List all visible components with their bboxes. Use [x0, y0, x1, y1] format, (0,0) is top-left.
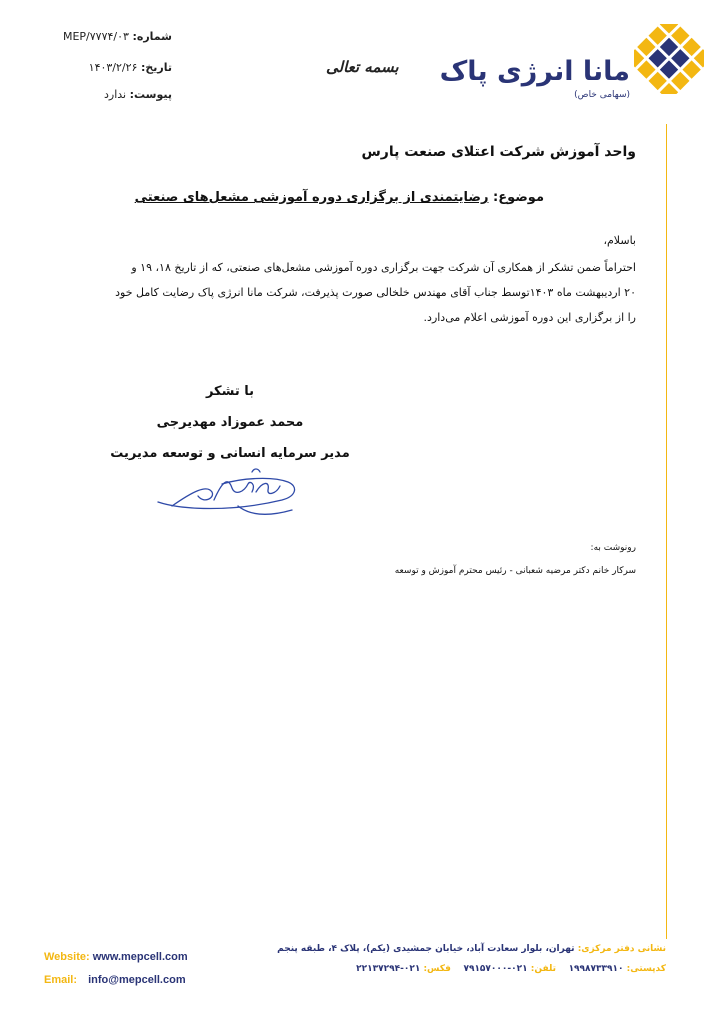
subject-line: [135, 190, 544, 205]
body-line: ۲۰ اردیبهشت ماه ۱۴۰۳توسط جناب آقای مهندس خلخالی صورت پذیرفت، شرکت مانا انرژی پاک رضایت کامل خود: [115, 286, 636, 299]
subject-label: موضوع:: [493, 190, 544, 205]
address-label: نشانی دفتر مرکزی:: [577, 944, 666, 954]
phone-label: تلفن:: [530, 964, 557, 974]
postal-value: ۱۹۹۸۷۳۳۹۱۰: [568, 964, 624, 974]
footer-email: [44, 974, 186, 986]
letter-date-label: تاریخ:: [140, 61, 172, 74]
brand-name: مانا انرژی پاک: [439, 56, 630, 87]
letter-number: [63, 30, 172, 43]
fax-label: فکس:: [423, 964, 451, 974]
cc-recipient: سرکار خانم دکتر مرضیه شعبانی - رئیس محترم آموزش و توسعه: [394, 566, 636, 576]
footer-website: [44, 951, 188, 963]
greeting: باسلام،: [603, 234, 636, 247]
subject-text: رضایتمندی از برگزاری دوره آموزشی مشعل‌های صنعتی: [134, 190, 489, 205]
cc-label: رونوشت به:: [590, 543, 636, 553]
invocation: بسمه تعالی: [326, 58, 399, 76]
signer-name: محمد عموزاد مهدیرجی: [156, 415, 304, 430]
footer-contacts: [356, 964, 666, 974]
closing: با تشکر: [205, 384, 255, 399]
postal-label: کدپستی:: [626, 964, 666, 974]
company-logo-icon: [634, 24, 704, 94]
fax-value: ۰۲۱-۲۲۱۳۷۲۹۴: [356, 964, 421, 974]
website-link[interactable]: www.mepcell.com: [92, 951, 188, 963]
body-line: را از برگزاری این دوره آموزشی اعلام می‌دارد.: [423, 311, 636, 324]
email-link[interactable]: info@mepcell.com: [88, 974, 186, 986]
body-line: احتراماً ضمن تشکر از همکاری آن شرکت جهت برگزاری دوره آموزشی مشعل‌های صنعتی، که از تاریخ ۱۸، ۱۹ و: [131, 261, 636, 274]
letter-attachment: [104, 88, 172, 101]
letter-number-label: شماره:: [132, 30, 172, 43]
letter-attachment-label: پیوست:: [129, 88, 172, 101]
signer-title: مدیر سرمایه انسانی و توسعه مدیریت: [110, 446, 350, 461]
phone-value: ۰۲۱-۷۹۱۵۷۰۰۰: [463, 964, 528, 974]
handwritten-signature: [152, 462, 302, 524]
recipient: واحد آموزش شرکت اعتلای صنعت پارس: [361, 144, 636, 160]
letter-attachment-value: ندارد: [104, 88, 127, 101]
letter-number-value: ۰۳/MEP/۷۷۷۴: [62, 30, 129, 43]
gold-divider: [666, 124, 667, 939]
letter-body: [76, 255, 636, 330]
letter-date: [89, 61, 172, 74]
address-value: تهران، بلوار سعادت آباد، خیابان جمشیدی (یکم)، پلاک ۴، طبقه پنجم: [277, 944, 575, 954]
footer-address: [277, 944, 666, 954]
website-label: Website:: [44, 951, 90, 963]
brand-subtitle: (سهامی خاص): [574, 90, 630, 100]
email-label: Email:: [44, 974, 78, 986]
letter-date-value: ۱۴۰۳/۲/۲۶: [88, 61, 138, 74]
